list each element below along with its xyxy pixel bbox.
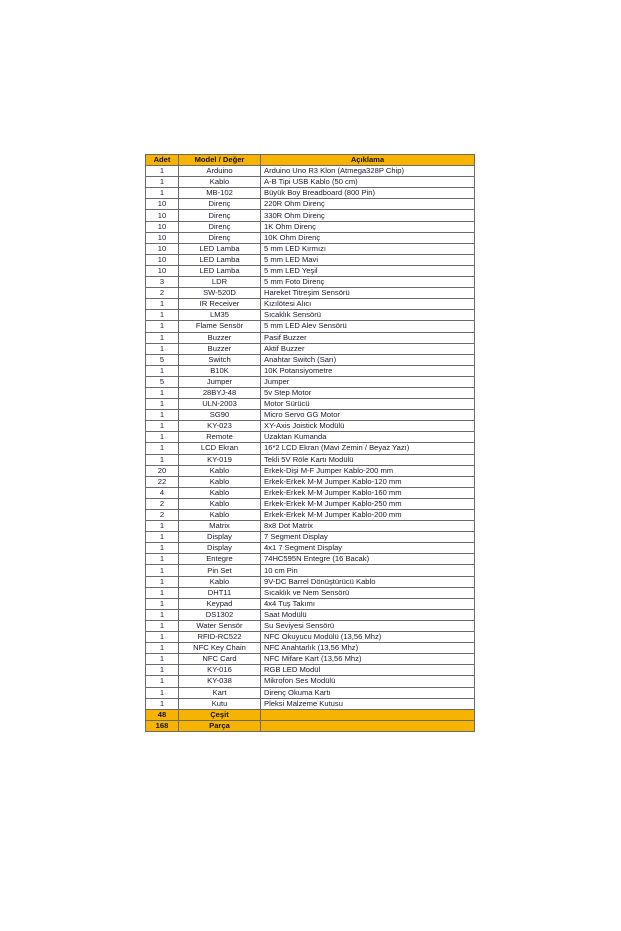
table-row (146, 254, 475, 265)
row-description: Saat Modülü (261, 609, 475, 620)
row-description: NFC Mifare Kart (13,56 Mhz) (261, 654, 475, 665)
row-qty: 1 (146, 687, 179, 698)
row-description: Sıcaklık Sensörü (261, 310, 475, 321)
table-row (146, 654, 475, 665)
table-row (146, 299, 475, 310)
row-description: Pleksi Malzeme Kutusu (261, 698, 475, 709)
row-description: Arduino Uno R3 Klon (Atmega328P Chip) (261, 166, 475, 177)
row-model: KY-016 (179, 665, 261, 676)
table-row (146, 698, 475, 709)
table-row (146, 232, 475, 243)
table-row (146, 498, 475, 509)
row-model: 28BYJ-48 (179, 387, 261, 398)
row-qty: 1 (146, 177, 179, 188)
table-row (146, 421, 475, 432)
row-model: ULN-2003 (179, 399, 261, 410)
row-description: 7 Segment Display (261, 532, 475, 543)
row-model: Display (179, 532, 261, 543)
table-row (146, 321, 475, 332)
row-model: Jumper (179, 376, 261, 387)
row-model: LM35 (179, 310, 261, 321)
row-qty: 1 (146, 432, 179, 443)
row-model: B10K (179, 365, 261, 376)
table-row (146, 632, 475, 643)
row-model: Kablo (179, 498, 261, 509)
header-adet: Adet (146, 155, 179, 166)
row-model: KY-019 (179, 454, 261, 465)
row-qty: 1 (146, 454, 179, 465)
row-model: Buzzer (179, 343, 261, 354)
table-row (146, 443, 475, 454)
row-description: Erkek-Erkek M-M Jumper Kablo-120 mm (261, 476, 475, 487)
row-model: SG90 (179, 410, 261, 421)
row-description: Kızılötesi Alıcı (261, 299, 475, 310)
row-model: Direnç (179, 232, 261, 243)
row-model: IR Receiver (179, 299, 261, 310)
row-qty: 1 (146, 576, 179, 587)
table-totals (146, 709, 475, 731)
row-model: MB-102 (179, 188, 261, 199)
row-model: NFC Card (179, 654, 261, 665)
row-qty: 5 (146, 354, 179, 365)
table-row (146, 643, 475, 654)
row-description: Aktif Buzzer (261, 343, 475, 354)
table-row (146, 221, 475, 232)
table-row (146, 343, 475, 354)
row-model: Kablo (179, 510, 261, 521)
row-description: Uzaktan Kumanda (261, 432, 475, 443)
row-model: SW-520D (179, 288, 261, 299)
row-description: 5 mm LED Mavi (261, 254, 475, 265)
row-description: Sıcaklık ve Nem Sensörü (261, 587, 475, 598)
row-description: 16*2 LCD Ekran (Mavi Zemin / Beyaz Yazı) (261, 443, 475, 454)
row-model: NFC Key Chain (179, 643, 261, 654)
row-description: 5v Step Motor (261, 387, 475, 398)
row-model: Remote (179, 432, 261, 443)
row-description: 9V-DC Barrel Dönüştürücü Kablo (261, 576, 475, 587)
table-body (146, 166, 475, 710)
table-row (146, 587, 475, 598)
row-description: 5 mm LED Alev Sensörü (261, 321, 475, 332)
row-description: 330R Ohm Direnç (261, 210, 475, 221)
total-blank (261, 720, 475, 731)
row-model: Kutu (179, 698, 261, 709)
row-model: DHT11 (179, 587, 261, 598)
row-qty: 1 (146, 632, 179, 643)
row-qty: 1 (146, 565, 179, 576)
row-model: Keypad (179, 598, 261, 609)
row-description: Jumper (261, 376, 475, 387)
row-description: 10K Ohm Direnç (261, 232, 475, 243)
table-row (146, 620, 475, 631)
row-qty: 1 (146, 620, 179, 631)
row-qty: 1 (146, 310, 179, 321)
table-row (146, 465, 475, 476)
row-description: A-B Tipi USB Kablo (50 cm) (261, 177, 475, 188)
row-qty: 1 (146, 410, 179, 421)
row-description: NFC Okuyucu Modülü (13,56 Mhz) (261, 632, 475, 643)
row-qty: 1 (146, 543, 179, 554)
table-row (146, 265, 475, 276)
row-model: Pin Set (179, 565, 261, 576)
row-qty: 1 (146, 665, 179, 676)
table-row (146, 354, 475, 365)
table-row (146, 543, 475, 554)
row-model: Kablo (179, 487, 261, 498)
table-row (146, 166, 475, 177)
row-model: Buzzer (179, 332, 261, 343)
row-model: Flame Sensör (179, 321, 261, 332)
row-qty: 1 (146, 587, 179, 598)
row-qty: 10 (146, 199, 179, 210)
row-description: 1K Ohm Direnç (261, 221, 475, 232)
row-description: Tekli 5V Röle Kartı Modülü (261, 454, 475, 465)
table-row (146, 399, 475, 410)
row-model: KY-038 (179, 676, 261, 687)
table-row (146, 376, 475, 387)
parts-table (145, 154, 475, 732)
row-qty: 10 (146, 265, 179, 276)
row-description: Anahtar Switch (Sarı) (261, 354, 475, 365)
total-count: 48 (146, 709, 179, 720)
row-qty: 1 (146, 532, 179, 543)
row-description: 5 mm Foto Direnç (261, 277, 475, 288)
table-row (146, 410, 475, 421)
table-row (146, 332, 475, 343)
row-description: 8x8 Dot Matrix (261, 521, 475, 532)
row-qty: 5 (146, 376, 179, 387)
table-row (146, 687, 475, 698)
table-row (146, 387, 475, 398)
row-qty: 2 (146, 510, 179, 521)
table-row (146, 365, 475, 376)
table-row (146, 598, 475, 609)
row-qty: 1 (146, 554, 179, 565)
row-qty: 1 (146, 521, 179, 532)
row-model: Kablo (179, 177, 261, 188)
row-model: Display (179, 543, 261, 554)
row-qty: 2 (146, 288, 179, 299)
table-row (146, 277, 475, 288)
total-label: Çeşit (179, 709, 261, 720)
row-model: Entegre (179, 554, 261, 565)
row-qty: 20 (146, 465, 179, 476)
row-description: 4x4 Tuş Takımı (261, 598, 475, 609)
table-row (146, 665, 475, 676)
row-model: LDR (179, 277, 261, 288)
table-row (146, 476, 475, 487)
row-model: Kart (179, 687, 261, 698)
total-blank (261, 709, 475, 720)
row-qty: 10 (146, 243, 179, 254)
row-description: Su Seviyesi Sensörü (261, 620, 475, 631)
table-row (146, 454, 475, 465)
row-description: 5 mm LED Yeşil (261, 265, 475, 276)
row-description: Büyük Boy Breadboard (800 Pin) (261, 188, 475, 199)
row-qty: 1 (146, 676, 179, 687)
row-model: LED Lamba (179, 243, 261, 254)
row-qty: 1 (146, 299, 179, 310)
row-description: 5 mm LED Kırmızı (261, 243, 475, 254)
row-model: LED Lamba (179, 265, 261, 276)
table-row (146, 310, 475, 321)
table-row (146, 554, 475, 565)
row-qty: 10 (146, 221, 179, 232)
row-qty: 1 (146, 421, 179, 432)
row-qty: 3 (146, 277, 179, 288)
totals-row (146, 720, 475, 731)
row-model: DS1302 (179, 609, 261, 620)
row-description: Hareket Titreşim Sensörü (261, 288, 475, 299)
row-description: Erkek-Erkek M-M Jumper Kablo-250 mm (261, 498, 475, 509)
header-row (146, 155, 475, 166)
row-qty: 1 (146, 365, 179, 376)
row-qty: 1 (146, 609, 179, 620)
row-model: Kablo (179, 476, 261, 487)
row-description: 220R Ohm Direnç (261, 199, 475, 210)
row-description: Direnç Okuma Kartı (261, 687, 475, 698)
row-qty: 1 (146, 698, 179, 709)
row-model: Arduino (179, 166, 261, 177)
totals-row (146, 709, 475, 720)
table-row (146, 188, 475, 199)
row-model: Kablo (179, 576, 261, 587)
row-description: Erkek-Dişi M-F Jumper Kablo-200 mm (261, 465, 475, 476)
row-model: LCD Ekran (179, 443, 261, 454)
table-row (146, 210, 475, 221)
row-description: RGB LED Modül (261, 665, 475, 676)
row-qty: 1 (146, 598, 179, 609)
table-row (146, 432, 475, 443)
row-description: Motor Sürücü (261, 399, 475, 410)
row-qty: 1 (146, 321, 179, 332)
row-qty: 10 (146, 254, 179, 265)
header-aciklama: Açıklama (261, 155, 475, 166)
row-model: LED Lamba (179, 254, 261, 265)
row-description: NFC Anahtarlık (13,56 Mhz) (261, 643, 475, 654)
table-row (146, 576, 475, 587)
row-qty: 1 (146, 399, 179, 410)
table-row (146, 532, 475, 543)
row-description: Micro Servo GG Motor (261, 410, 475, 421)
table-row (146, 199, 475, 210)
row-qty: 1 (146, 654, 179, 665)
row-qty: 1 (146, 443, 179, 454)
table-row (146, 288, 475, 299)
row-model: Direnç (179, 210, 261, 221)
row-qty: 4 (146, 487, 179, 498)
table-row (146, 676, 475, 687)
table-row (146, 521, 475, 532)
table-row (146, 510, 475, 521)
table-row (146, 565, 475, 576)
row-qty: 1 (146, 643, 179, 654)
row-description: 10 cm Pin (261, 565, 475, 576)
total-count: 168 (146, 720, 179, 731)
row-description: 74HC595N Entegre (16 Bacak) (261, 554, 475, 565)
row-description: Erkek-Erkek M-M Jumper Kablo-160 mm (261, 487, 475, 498)
row-description: 4x1 7 Segment Display (261, 543, 475, 554)
total-label: Parça (179, 720, 261, 731)
row-description: Mikrofon Ses Modülü (261, 676, 475, 687)
table-row (146, 243, 475, 254)
row-qty: 22 (146, 476, 179, 487)
row-qty: 10 (146, 232, 179, 243)
row-qty: 10 (146, 210, 179, 221)
row-qty: 1 (146, 387, 179, 398)
header-model: Model / Değer (179, 155, 261, 166)
row-qty: 2 (146, 498, 179, 509)
row-model: Direnç (179, 221, 261, 232)
row-qty: 1 (146, 166, 179, 177)
table-row (146, 487, 475, 498)
row-description: XY-Axis Joistick Modülü (261, 421, 475, 432)
row-qty: 1 (146, 188, 179, 199)
row-model: Switch (179, 354, 261, 365)
row-model: Direnç (179, 199, 261, 210)
row-model: Kablo (179, 465, 261, 476)
row-qty: 1 (146, 332, 179, 343)
table-row (146, 177, 475, 188)
row-qty: 1 (146, 343, 179, 354)
row-model: RFID-RC522 (179, 632, 261, 643)
row-model: KY-023 (179, 421, 261, 432)
row-description: 10K Potansiyometre (261, 365, 475, 376)
row-description: Erkek-Erkek M-M Jumper Kablo-200 mm (261, 510, 475, 521)
table-row (146, 609, 475, 620)
row-model: Water Sensör (179, 620, 261, 631)
row-model: Matrix (179, 521, 261, 532)
row-description: Pasif Buzzer (261, 332, 475, 343)
